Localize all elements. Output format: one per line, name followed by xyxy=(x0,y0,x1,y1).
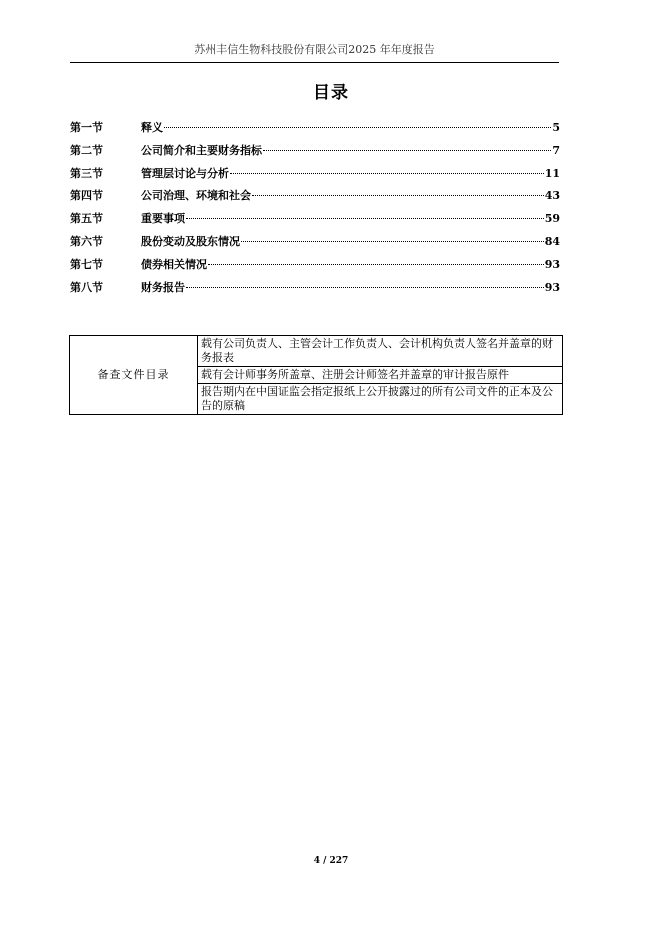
toc-dot-leader xyxy=(230,173,544,174)
toc-entry[interactable] xyxy=(70,233,560,256)
reference-documents-table xyxy=(69,335,563,415)
page-header xyxy=(70,40,559,63)
header-text: 苏州丰信生物科技股份有限公司2025 年年度报告 xyxy=(194,43,435,56)
page-title: 目录 xyxy=(313,83,349,103)
toc-page-number: 43 xyxy=(544,189,560,203)
reference-doc-item: 报告期内在中国证监会指定报纸上公开披露过的所有公司文件的正本及公告的原稿 xyxy=(198,384,563,415)
toc-section-title: 财务报告 xyxy=(141,280,185,294)
table-of-contents xyxy=(70,119,560,301)
toc-section-number: 第一节 xyxy=(70,121,103,134)
toc-entry[interactable] xyxy=(70,119,560,142)
reference-docs-label: 备查文件目录 xyxy=(70,336,198,415)
toc-page-number: 11 xyxy=(544,166,560,180)
toc-section-title: 公司治理、环境和社会 xyxy=(141,189,251,203)
toc-section-number: 第四节 xyxy=(70,189,103,203)
reference-doc-item: 载有会计师事务所盖章、注册会计师签名并盖章的审计报告原件 xyxy=(198,367,563,384)
toc-page-number: 93 xyxy=(544,280,560,294)
toc-section-number: 第八节 xyxy=(70,280,103,294)
toc-page-number: 84 xyxy=(544,234,560,248)
toc-page-number: 7 xyxy=(552,143,560,157)
toc-section-title: 管理层讨论与分析 xyxy=(141,166,229,180)
page-footer xyxy=(0,856,662,866)
page-indicator: 4 / 227 xyxy=(313,856,349,866)
toc-page-number: 93 xyxy=(544,257,560,271)
toc-entry[interactable] xyxy=(70,256,560,279)
toc-section-number: 第二节 xyxy=(70,143,103,157)
toc-dot-leader xyxy=(164,127,551,128)
toc-page-number: 59 xyxy=(544,212,560,226)
toc-dot-leader xyxy=(263,150,551,151)
toc-section-number: 第三节 xyxy=(70,166,103,180)
toc-section-title: 债券相关情况 xyxy=(141,257,207,271)
toc-dot-leader xyxy=(241,241,544,242)
toc-entry[interactable] xyxy=(70,187,560,210)
toc-dot-leader xyxy=(208,264,544,265)
toc-entry[interactable] xyxy=(70,142,560,165)
toc-entry[interactable] xyxy=(70,210,560,233)
toc-dot-leader xyxy=(186,218,544,219)
toc-entry[interactable] xyxy=(70,279,560,302)
toc-dot-leader xyxy=(252,195,544,196)
toc-section-title: 释义 xyxy=(141,121,163,134)
toc-page-number: 5 xyxy=(552,121,560,134)
toc-dot-leader xyxy=(186,287,544,288)
reference-doc-item: 载有公司负责人、主管会计工作负责人、会计机构负责人签名并盖章的财务报表 xyxy=(198,336,563,367)
toc-section-title: 股份变动及股东情况 xyxy=(141,234,240,248)
toc-section-title: 重要事项 xyxy=(141,212,185,226)
toc-section-number: 第六节 xyxy=(70,234,103,248)
toc-entry[interactable] xyxy=(70,165,560,188)
toc-section-number: 第七节 xyxy=(70,257,103,271)
toc-section-title: 公司简介和主要财务指标 xyxy=(141,143,262,157)
table-row xyxy=(70,336,563,367)
toc-section-number: 第五节 xyxy=(70,212,103,226)
